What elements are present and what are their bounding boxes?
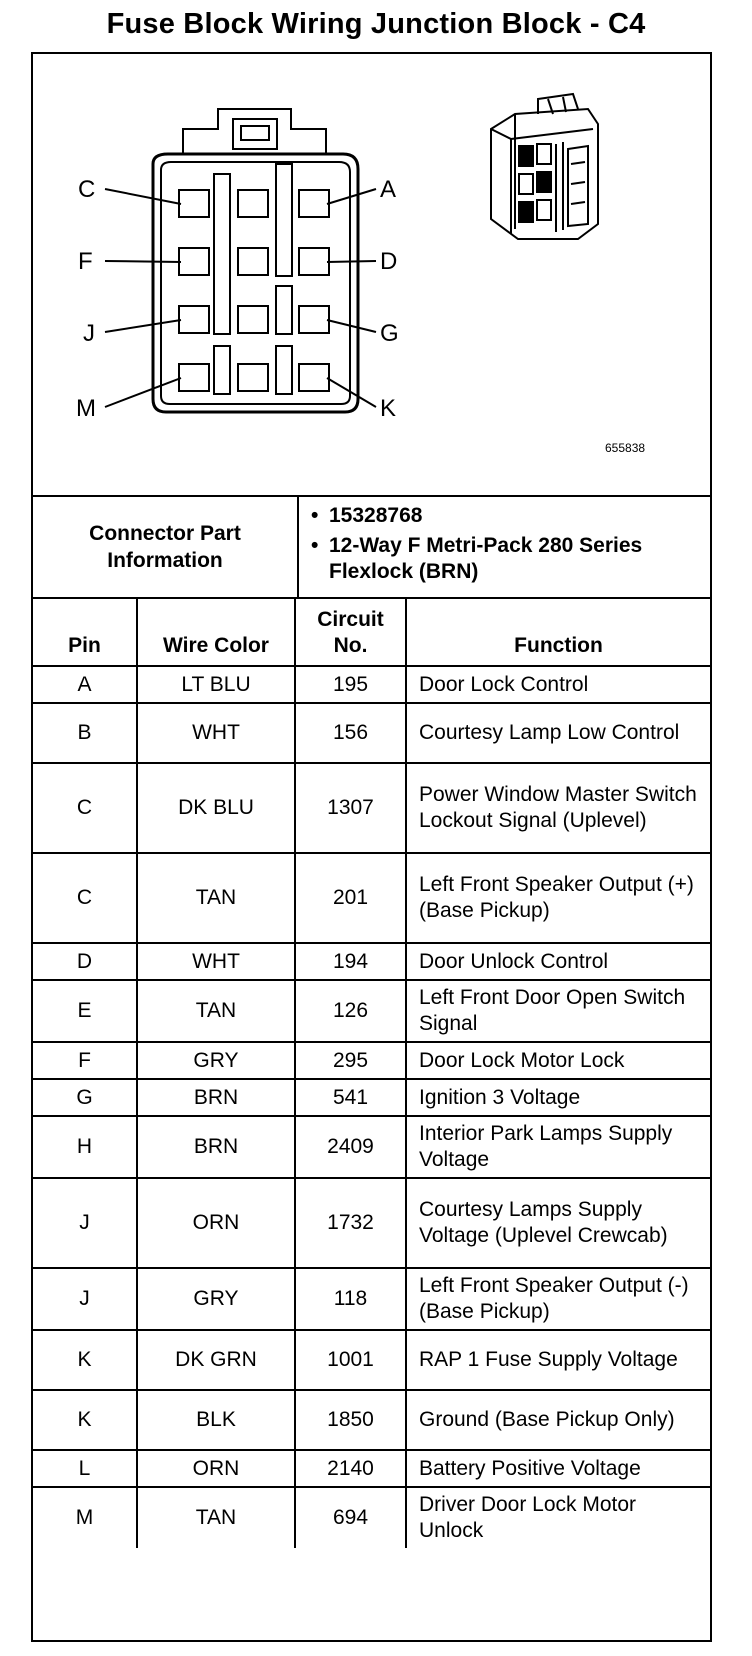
circuit-cell: 195 <box>295 666 406 703</box>
circuit-cell: 1732 <box>295 1178 406 1268</box>
connector-rib <box>214 346 230 394</box>
connector-face-drawing <box>33 54 710 495</box>
table-row <box>33 703 710 763</box>
connector-sheet <box>31 52 712 1642</box>
circuit-cell: 694 <box>295 1487 406 1548</box>
circuit-cell: 201 <box>295 853 406 943</box>
circuit-cell: 194 <box>295 943 406 980</box>
function-cell: Ignition 3 Voltage <box>406 1079 710 1116</box>
connector-description: 12-Way F Metri-Pack 280 Series Flexlock (BRN) <box>329 534 643 583</box>
pin-cell: E <box>33 980 137 1042</box>
header-function: Function <box>406 599 710 666</box>
cavity-F <box>179 248 209 275</box>
pin-cell: A <box>33 666 137 703</box>
connector-rib <box>214 174 230 334</box>
cavity-A <box>299 190 329 217</box>
cavity-M <box>179 364 209 391</box>
function-cell: Interior Park Lamps Supply Voltage <box>406 1116 710 1178</box>
table-row <box>33 943 710 980</box>
circuit-cell: 2409 <box>295 1116 406 1178</box>
table-row <box>33 1487 710 1548</box>
cavity-G <box>299 306 329 333</box>
table-row <box>33 1390 710 1450</box>
table-row <box>33 1116 710 1178</box>
table-row <box>33 1450 710 1487</box>
cavity-B <box>238 190 268 217</box>
cavity-H <box>238 306 268 333</box>
header-circuit-no: Circuit No. <box>295 599 406 666</box>
connector-latch-outline <box>183 109 326 154</box>
wire-color-cell: LT BLU <box>137 666 295 703</box>
leader-line-K <box>327 378 376 407</box>
leader-line-C <box>105 189 181 204</box>
bullet-icon: • <box>311 534 319 557</box>
circuit-cell: 118 <box>295 1268 406 1330</box>
wire-color-cell: WHT <box>137 943 295 980</box>
wire-color-cell: BRN <box>137 1116 295 1178</box>
wire-color-cell: TAN <box>137 853 295 943</box>
circuit-cell: 156 <box>295 703 406 763</box>
connector-info-section <box>33 497 710 599</box>
pin-table <box>33 599 710 1548</box>
function-cell: RAP 1 Fuse Supply Voltage <box>406 1330 710 1390</box>
wire-color-cell: WHT <box>137 703 295 763</box>
connector-rib <box>276 286 292 334</box>
table-row <box>33 1079 710 1116</box>
wire-color-cell: DK BLU <box>137 763 295 853</box>
connector-part-number: 15328768 <box>329 504 423 527</box>
leader-line-G <box>327 320 376 332</box>
function-cell: Door Lock Control <box>406 666 710 703</box>
function-cell: Courtesy Lamp Low Control <box>406 703 710 763</box>
circuit-cell: 1307 <box>295 763 406 853</box>
pin-cell: J <box>33 1178 137 1268</box>
leader-line-A <box>327 189 376 204</box>
pin-cell: C <box>33 853 137 943</box>
bullet-icon: • <box>311 504 319 527</box>
pin-label-J: J <box>83 320 95 347</box>
table-row <box>33 666 710 703</box>
pin-label-K: K <box>380 395 397 422</box>
pin-cell: C <box>33 763 137 853</box>
table-row <box>33 1042 710 1079</box>
wire-color-cell: TAN <box>137 1487 295 1548</box>
pin-table-header-row <box>33 599 710 666</box>
function-cell: Left Front Speaker Output (+) (Base Pickup) <box>406 853 710 943</box>
pin-cell: H <box>33 1116 137 1178</box>
table-row <box>33 1178 710 1268</box>
circuit-cell: 295 <box>295 1042 406 1079</box>
leader-line-F <box>105 261 181 262</box>
pin-label-F: F <box>78 248 93 275</box>
page-title: Fuse Block Wiring Junction Block - C4 <box>106 8 646 40</box>
wire-color-cell: ORN <box>137 1450 295 1487</box>
function-cell: Battery Positive Voltage <box>406 1450 710 1487</box>
function-cell: Left Front Speaker Output (-) (Base Pickup) <box>406 1268 710 1330</box>
connector-latch-tab <box>233 119 277 149</box>
table-row <box>33 853 710 943</box>
wire-color-cell: TAN <box>137 980 295 1042</box>
connector-info-label <box>33 497 299 597</box>
cavity-D <box>299 248 329 275</box>
function-cell: Power Window Master Switch Lockout Signal (Uplevel) <box>406 763 710 853</box>
cavity-K <box>299 364 329 391</box>
circuit-cell: 541 <box>295 1079 406 1116</box>
function-cell: Door Lock Motor Lock <box>406 1042 710 1079</box>
leader-line-M <box>105 378 181 407</box>
wire-color-cell: DK GRN <box>137 1330 295 1390</box>
pin-cell: B <box>33 703 137 763</box>
leader-line-D <box>327 261 376 262</box>
wire-color-cell: BRN <box>137 1079 295 1116</box>
circuit-cell: 1001 <box>295 1330 406 1390</box>
connector-rib <box>276 164 292 276</box>
table-row <box>33 980 710 1042</box>
cavity-C <box>179 190 209 217</box>
cavity-L <box>238 364 268 391</box>
connector-housing-outer <box>153 154 358 412</box>
connector-isometric-view <box>491 94 598 239</box>
wire-color-cell: GRY <box>137 1268 295 1330</box>
pin-cell: M <box>33 1487 137 1548</box>
table-row <box>33 763 710 853</box>
wire-color-cell: BLK <box>137 1390 295 1450</box>
pin-cell: L <box>33 1450 137 1487</box>
function-cell: Door Unlock Control <box>406 943 710 980</box>
pin-label-D: D <box>380 248 398 275</box>
circuit-cell: 1850 <box>295 1390 406 1450</box>
table-row <box>33 1330 710 1390</box>
leader-line-J <box>105 320 181 332</box>
function-cell: Left Front Door Open Switch Signal <box>406 980 710 1042</box>
connector-info-item <box>299 533 699 585</box>
connector-diagram <box>33 54 710 497</box>
function-cell: Ground (Base Pickup Only) <box>406 1390 710 1450</box>
connector-info-list <box>299 503 699 589</box>
header-wire-color: Wire Color <box>137 599 295 666</box>
connector-info-label-text: Connector Part Information <box>89 522 241 572</box>
pin-cell: K <box>33 1330 137 1390</box>
connector-housing-inner <box>161 162 350 404</box>
pin-cell: G <box>33 1079 137 1116</box>
pin-cell: D <box>33 943 137 980</box>
cavity-E <box>238 248 268 275</box>
pin-label-G: G <box>380 320 399 347</box>
cavity-J <box>179 306 209 333</box>
wire-color-cell: ORN <box>137 1178 295 1268</box>
connector-rib <box>276 346 292 394</box>
pin-label-M: M <box>76 395 96 422</box>
function-cell: Driver Door Lock Motor Unlock <box>406 1487 710 1548</box>
connector-info-item <box>299 503 699 529</box>
pin-label-A: A <box>380 176 397 203</box>
header-pin: Pin <box>33 599 137 666</box>
pin-label-C: C <box>78 176 96 203</box>
wire-color-cell: GRY <box>137 1042 295 1079</box>
figure-number: 655838 <box>605 441 646 455</box>
circuit-cell: 2140 <box>295 1450 406 1487</box>
pin-cell: K <box>33 1390 137 1450</box>
circuit-cell: 126 <box>295 980 406 1042</box>
function-cell: Courtesy Lamps Supply Voltage (Uplevel Crewcab) <box>406 1178 710 1268</box>
table-row <box>33 1268 710 1330</box>
pin-cell: J <box>33 1268 137 1330</box>
pin-cell: F <box>33 1042 137 1079</box>
